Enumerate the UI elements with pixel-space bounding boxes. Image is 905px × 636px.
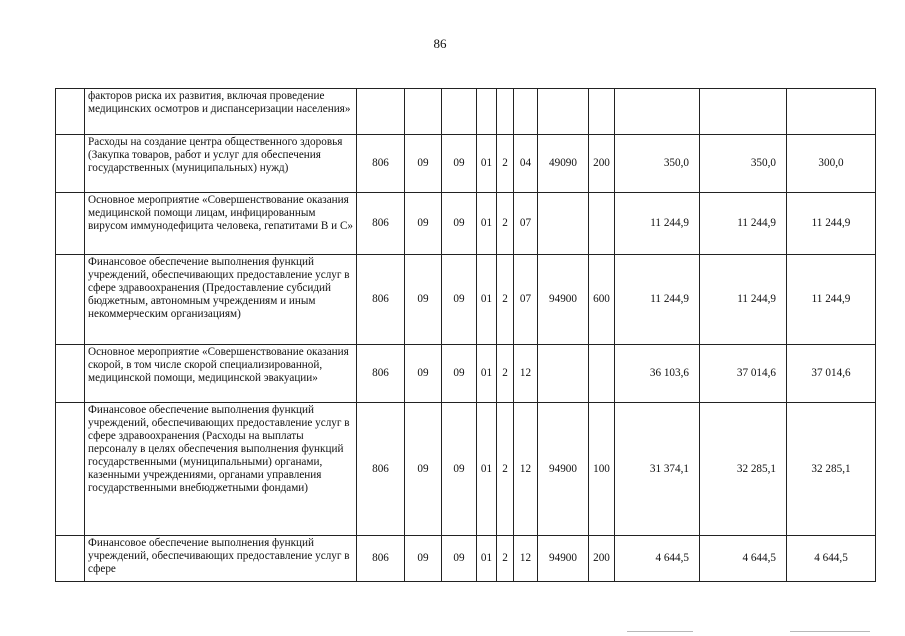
section-code-cell: 09 bbox=[405, 135, 442, 193]
row-marker-cell bbox=[56, 135, 85, 193]
expense-name-cell: Основное мероприятие «Совершенствование оказания медицинской помощи лицам, инфицированным вирусом иммунодефицита человека, гепатитами В и С» bbox=[85, 193, 357, 255]
program-code-cell: 01 bbox=[477, 193, 497, 255]
program-code-cell: 01 bbox=[477, 255, 497, 345]
amount-year-2-cell: 4 644,5 bbox=[700, 536, 787, 582]
activity-code-cell: 07 bbox=[514, 255, 538, 345]
program-code-cell: 01 bbox=[477, 345, 497, 403]
ministry-code-cell: 806 bbox=[357, 536, 405, 582]
amount-year-2-cell: 32 285,1 bbox=[700, 403, 787, 536]
expense-type-code-cell bbox=[589, 345, 615, 403]
subprogram-code-cell: 2 bbox=[497, 255, 514, 345]
expense-type-code-cell: 200 bbox=[589, 536, 615, 582]
amount-year-1-cell: 350,0 bbox=[615, 135, 700, 193]
scan-artifact-line bbox=[790, 631, 870, 632]
row-marker-cell bbox=[56, 193, 85, 255]
ministry-code-cell: 806 bbox=[357, 403, 405, 536]
table-row bbox=[56, 255, 876, 345]
section-code-cell bbox=[405, 89, 442, 135]
activity-code-cell bbox=[514, 89, 538, 135]
amount-year-2-cell bbox=[700, 89, 787, 135]
subsection-code-cell: 09 bbox=[442, 255, 477, 345]
subprogram-code-cell: 2 bbox=[497, 536, 514, 582]
activity-code-cell: 12 bbox=[514, 536, 538, 582]
subsection-code-cell: 09 bbox=[442, 536, 477, 582]
ministry-code-cell: 806 bbox=[357, 193, 405, 255]
amount-year-1-cell: 11 244,9 bbox=[615, 193, 700, 255]
section-code-cell: 09 bbox=[405, 403, 442, 536]
page-number: 86 bbox=[433, 36, 447, 51]
table-row bbox=[56, 536, 876, 582]
amount-year-1-cell bbox=[615, 89, 700, 135]
table-row bbox=[56, 403, 876, 536]
amount-year-3-cell: 32 285,1 bbox=[787, 403, 876, 536]
subsection-code-cell: 09 bbox=[442, 345, 477, 403]
expense-name-cell: Финансовое обеспечение выполнения функций учреждений, обеспечивающих предоставление услуг в сфере здравоохранения (Предоставление субсидий бюджетным, автономным учреждениям и иным некоммерческим организациям) bbox=[85, 255, 357, 345]
amount-year-3-cell bbox=[787, 89, 876, 135]
activity-code-cell: 04 bbox=[514, 135, 538, 193]
program-code-cell: 01 bbox=[477, 536, 497, 582]
budget-table bbox=[55, 88, 876, 582]
ministry-code-cell bbox=[357, 89, 405, 135]
section-code-cell: 09 bbox=[405, 193, 442, 255]
expense-type-code-cell: 600 bbox=[589, 255, 615, 345]
amount-year-2-cell: 11 244,9 bbox=[700, 193, 787, 255]
direction-code-cell: 49090 bbox=[538, 135, 589, 193]
direction-code-cell bbox=[538, 345, 589, 403]
program-code-cell bbox=[477, 89, 497, 135]
amount-year-1-cell: 36 103,6 bbox=[615, 345, 700, 403]
subprogram-code-cell bbox=[497, 89, 514, 135]
expense-type-code-cell: 100 bbox=[589, 403, 615, 536]
row-marker-cell bbox=[56, 536, 85, 582]
expense-name-cell: факторов риска их развития, включая проведение медицинских осмотров и диспансеризации населения» bbox=[85, 89, 357, 135]
subprogram-code-cell: 2 bbox=[497, 135, 514, 193]
expense-name-cell: Расходы на создание центра общественного здоровья (Закупка товаров, работ и услуг для обеспечения государственных (муниципальных) нужд) bbox=[85, 135, 357, 193]
ministry-code-cell: 806 bbox=[357, 135, 405, 193]
ministry-code-cell: 806 bbox=[357, 345, 405, 403]
expense-type-code-cell: 200 bbox=[589, 135, 615, 193]
program-code-cell: 01 bbox=[477, 403, 497, 536]
direction-code-cell bbox=[538, 193, 589, 255]
direction-code-cell bbox=[538, 89, 589, 135]
direction-code-cell: 94900 bbox=[538, 403, 589, 536]
expense-name-cell: Финансовое обеспечение выполнения функций учреждений, обеспечивающих предоставление услуг в сфере bbox=[85, 536, 357, 582]
amount-year-2-cell: 11 244,9 bbox=[700, 255, 787, 345]
subsection-code-cell bbox=[442, 89, 477, 135]
row-marker-cell bbox=[56, 403, 85, 536]
amount-year-1-cell: 31 374,1 bbox=[615, 403, 700, 536]
section-code-cell: 09 bbox=[405, 536, 442, 582]
amount-year-3-cell: 300,0 bbox=[787, 135, 876, 193]
amount-year-3-cell: 11 244,9 bbox=[787, 255, 876, 345]
subprogram-code-cell: 2 bbox=[497, 345, 514, 403]
subprogram-code-cell: 2 bbox=[497, 193, 514, 255]
expense-type-code-cell bbox=[589, 89, 615, 135]
row-marker-cell bbox=[56, 255, 85, 345]
row-marker-cell bbox=[56, 89, 85, 135]
direction-code-cell: 94900 bbox=[538, 255, 589, 345]
row-marker-cell bbox=[56, 345, 85, 403]
amount-year-1-cell: 11 244,9 bbox=[615, 255, 700, 345]
table-row bbox=[56, 89, 876, 135]
scan-artifact-line bbox=[627, 631, 693, 632]
amount-year-3-cell: 11 244,9 bbox=[787, 193, 876, 255]
section-code-cell: 09 bbox=[405, 345, 442, 403]
amount-year-2-cell: 37 014,6 bbox=[700, 345, 787, 403]
direction-code-cell: 94900 bbox=[538, 536, 589, 582]
subprogram-code-cell: 2 bbox=[497, 403, 514, 536]
ministry-code-cell: 806 bbox=[357, 255, 405, 345]
table-row bbox=[56, 135, 876, 193]
amount-year-3-cell: 37 014,6 bbox=[787, 345, 876, 403]
amount-year-2-cell: 350,0 bbox=[700, 135, 787, 193]
amount-year-3-cell: 4 644,5 bbox=[787, 536, 876, 582]
table-row bbox=[56, 345, 876, 403]
expense-name-cell: Финансовое обеспечение выполнения функций учреждений, обеспечивающих предоставление услуг в сфере здравоохранения (Расходы на выплаты персоналу в целях обеспечения выполнения функций государственными (муниципальными) органами, казенными учреждениями, органами управления государственными внебюджетными фондами) bbox=[85, 403, 357, 536]
subsection-code-cell: 09 bbox=[442, 193, 477, 255]
activity-code-cell: 07 bbox=[514, 193, 538, 255]
table-row bbox=[56, 193, 876, 255]
subsection-code-cell: 09 bbox=[442, 403, 477, 536]
section-code-cell: 09 bbox=[405, 255, 442, 345]
activity-code-cell: 12 bbox=[514, 345, 538, 403]
activity-code-cell: 12 bbox=[514, 403, 538, 536]
expense-name-cell: Основное мероприятие «Совершенствование оказания скорой, в том числе скорой специализированной, медицинской помощи, медицинской эвакуации» bbox=[85, 345, 357, 403]
program-code-cell: 01 bbox=[477, 135, 497, 193]
subsection-code-cell: 09 bbox=[442, 135, 477, 193]
amount-year-1-cell: 4 644,5 bbox=[615, 536, 700, 582]
expense-type-code-cell bbox=[589, 193, 615, 255]
